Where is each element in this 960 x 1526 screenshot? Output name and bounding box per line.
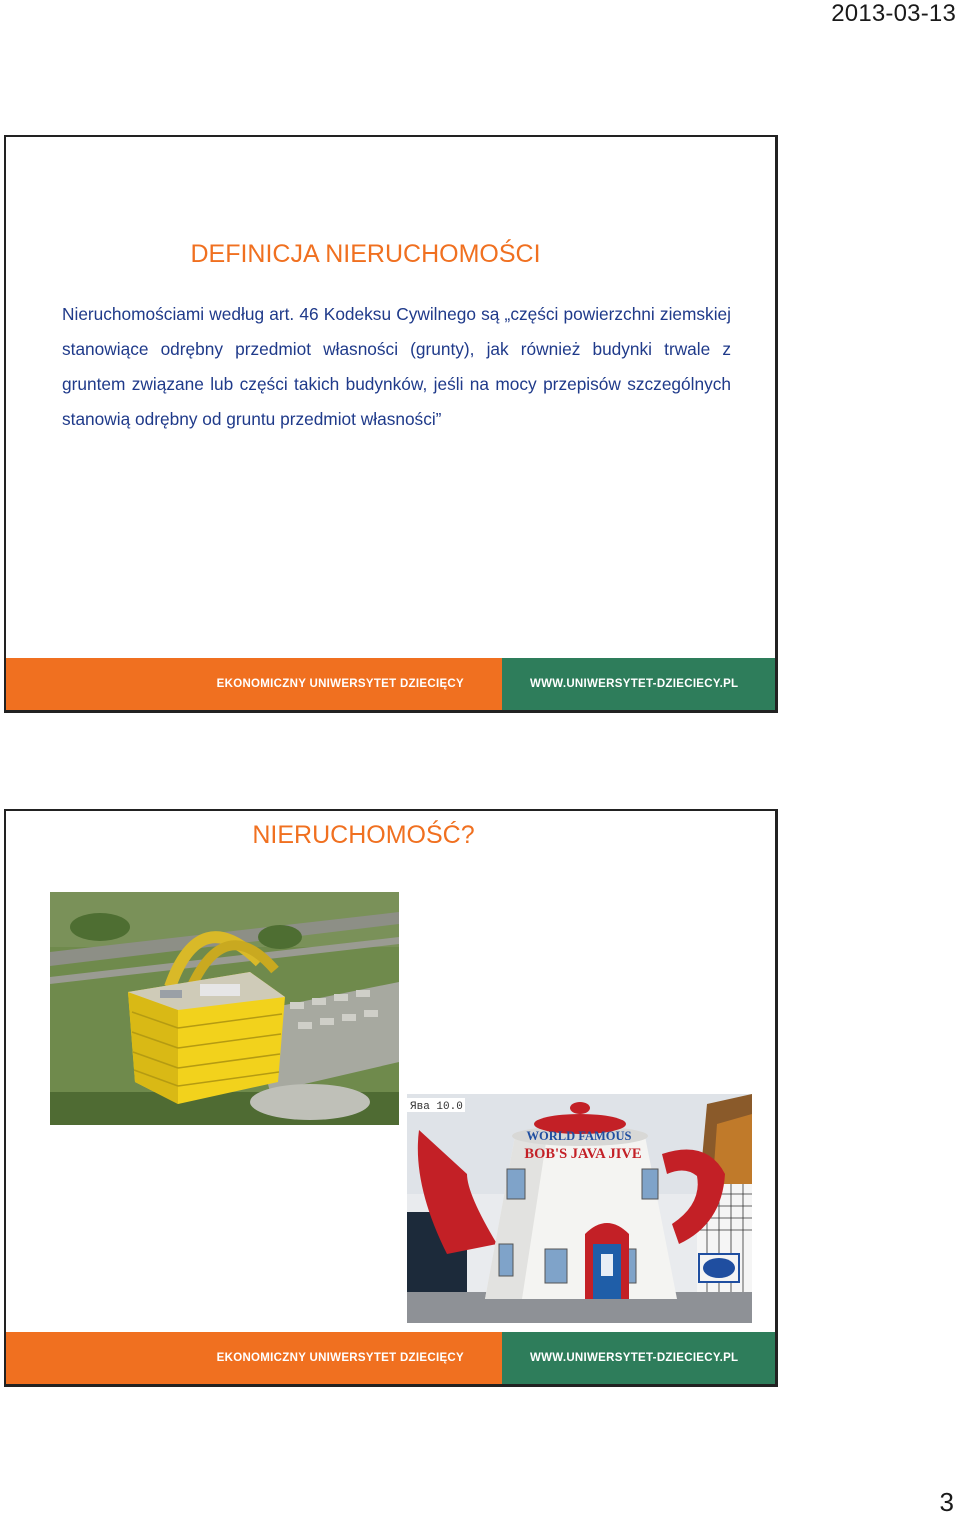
teapot-building-photo bbox=[407, 1094, 752, 1323]
footer-website: WWW.UNIWERSYTET-DZIECIECY.PL bbox=[502, 1332, 775, 1384]
slide-footer bbox=[6, 658, 775, 710]
footer-org-name: EKONOMICZNY UNIWERSYTET DZIECIĘCY bbox=[6, 1332, 502, 1384]
teapot-building-illustration bbox=[407, 1094, 752, 1323]
slide-title: NIERUCHOMOŚĆ? bbox=[252, 821, 475, 849]
page-number: 3 bbox=[939, 1487, 954, 1517]
slide-footer bbox=[6, 1332, 775, 1384]
page-date: 2013-03-13 bbox=[831, 0, 956, 27]
definition-text: Nieruchomościami według art. 46 Kodeksu Cywilnego są „części powierzchni ziemskiej stanowiące odrębny przedmiot własności (grunty), jak również budynki trwale z gruntem związane lub części takich budynków, jeśli na mocy przepisów szczególnych stanowią odrębny od gruntu przedmiot własności” bbox=[62, 304, 731, 429]
basket-building-illustration bbox=[50, 892, 399, 1125]
footer-website: WWW.UNIWERSYTET-DZIECIECY.PL bbox=[502, 658, 775, 710]
teapot-sign-line1: WORLD FAMOUS bbox=[526, 1129, 632, 1143]
slide-question bbox=[4, 809, 778, 1387]
footer-org-name: EKONOMICZNY UNIWERSYTET DZIECIĘCY bbox=[6, 658, 502, 710]
slide-title: DEFINICJA NIERUCHOMOŚCI bbox=[190, 240, 541, 268]
slide-definition bbox=[4, 135, 778, 713]
basket-building-photo bbox=[50, 892, 399, 1125]
teapot-sign-line2: BOB'S JAVA JIVE bbox=[524, 1146, 642, 1162]
teapot-corner-text: Ява 10.0 bbox=[410, 1101, 463, 1113]
